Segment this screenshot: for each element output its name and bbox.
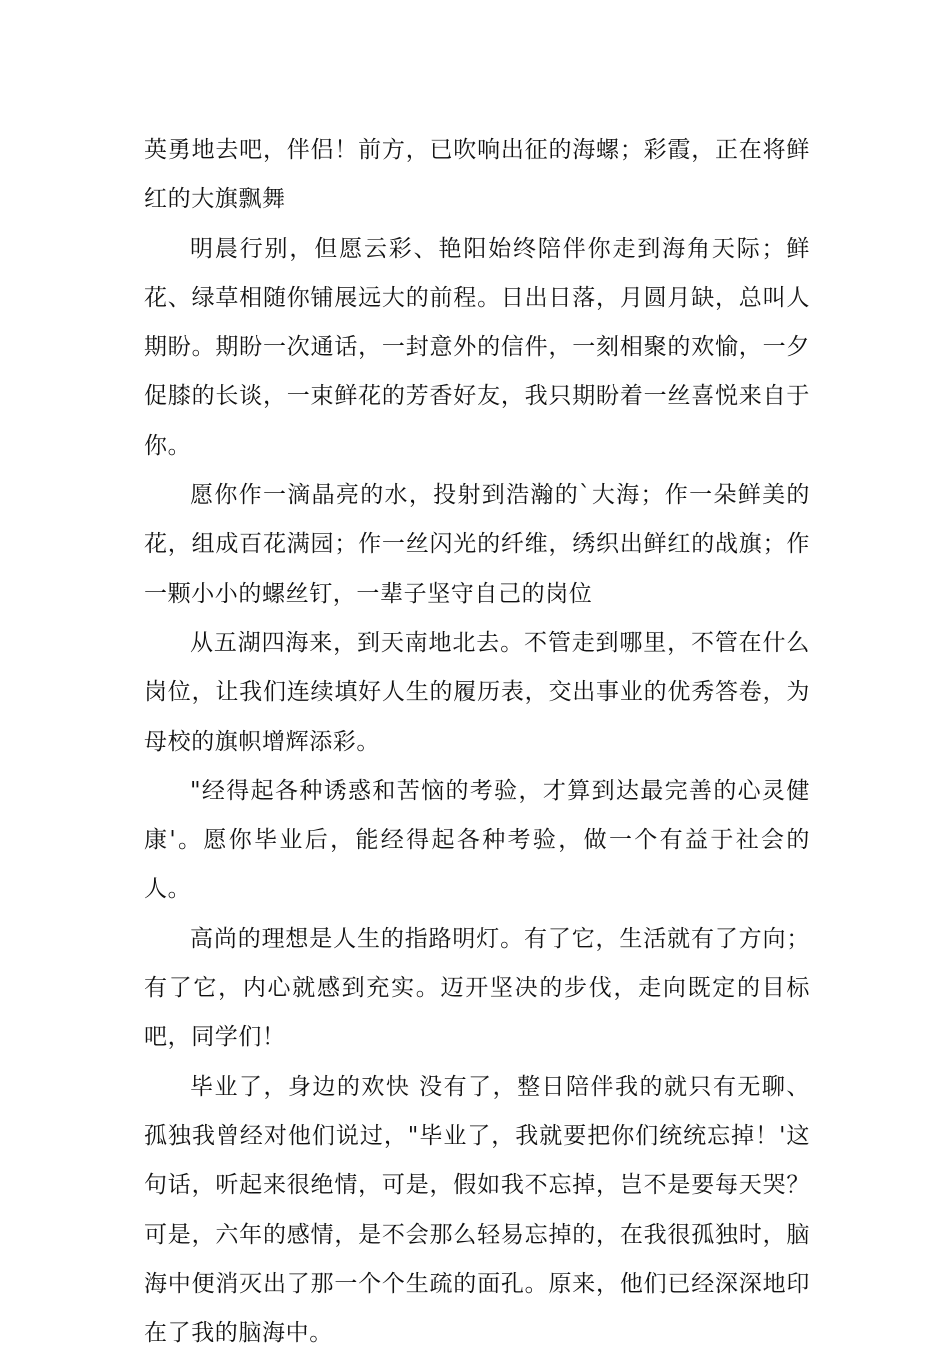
document-body (144, 126, 810, 1358)
paragraph-7: 毕业了，身边的欢快 没有了，整日陪伴我的就只有无聊、孤独我曾经对他们说过，"毕业了，我就要把你们统统忘掉！'这句话，听起来很绝情，可是，假如我不忘掉，岂不是要每天哭？可是，六年的感情，是不会那么轻易忘掉的，在我很孤独时，脑海中便消灭出了那一个个生疏的面孔。原来，他们已经深深地印在了我的脑海中。 (144, 1073, 810, 1347)
paragraph-2: 明晨行别，但愿云彩、艳阳始终陪伴你走到海角天际；鲜花、绿草相随你铺展远大的前程。日出日落，月圆月缺，总叫人期盼。期盼一次通话，一封意外的信件，一刻相聚的欢愉，一夕促膝的长谈，一束鲜花的芳香好友，我只期盼着一丝喜悦来自于你。 (144, 235, 810, 459)
paragraph-5: "经得起各种诱惑和苦恼的考验，才算到达最完善的心灵健康'。愿你毕业后，能经得起各种考验，做一个有益于社会的人。 (144, 777, 810, 903)
paragraph-1: 英勇地去吧，伴侣！前方，已吹响出征的海螺；彩霞，正在将鲜红的大旗飘舞 (144, 137, 810, 213)
paragraph-3: 愿你作一滴晶亮的水，投射到浩瀚的`大海；作一朵鲜美的花，组成百花满园；作一丝闪光的纤维，绣织出鲜红的战旗；作一颗小小的螺丝钉，一辈子坚守自己的岗位 (144, 482, 810, 607)
paragraph-4: 从五湖四海来，到天南地北去。不管走到哪里，不管在什么岗位，让我们连续填好人生的履历表，交出事业的优秀答卷，为母校的旗帜增辉添彩。 (144, 629, 810, 755)
paragraph-6: 高尚的理想是人生的指路明灯。有了它，生活就有了方向；有了它，内心就感到充实。迈开坚决的步伐，走向既定的目标吧，同学们！ (144, 925, 810, 1051)
